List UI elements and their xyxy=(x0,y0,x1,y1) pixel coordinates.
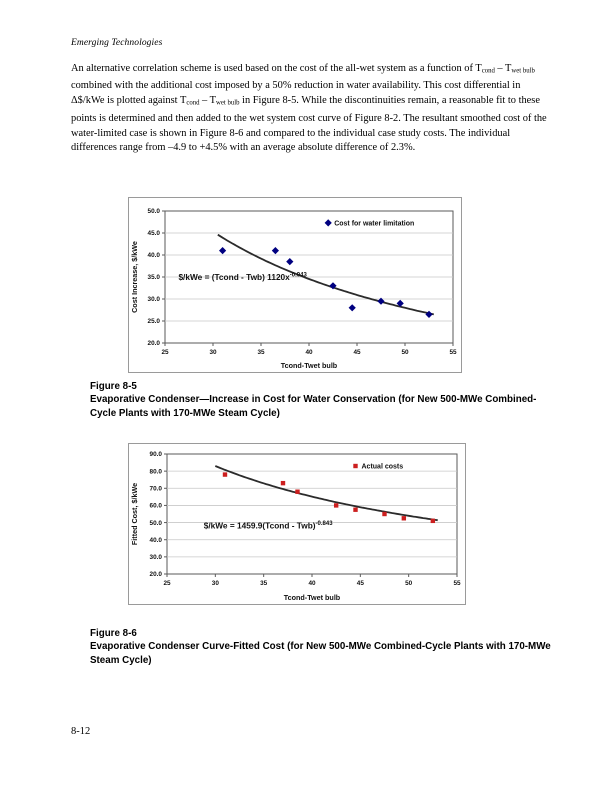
svg-text:Tcond-Twet bulb: Tcond-Twet bulb xyxy=(283,593,341,602)
svg-text:55: 55 xyxy=(449,349,457,356)
svg-text:40: 40 xyxy=(305,349,313,356)
svg-text:Cost for water limitation: Cost for water limitation xyxy=(334,220,415,228)
svg-text:25: 25 xyxy=(161,349,169,356)
figure-8-6-chart xyxy=(128,443,466,605)
running-header: Emerging Technologies xyxy=(71,38,163,48)
svg-text:80.0: 80.0 xyxy=(149,468,162,476)
svg-text:50: 50 xyxy=(401,349,409,356)
svg-text:25.0: 25.0 xyxy=(147,318,160,326)
figure-8-5-caption xyxy=(90,380,552,420)
svg-text:50.0: 50.0 xyxy=(149,519,162,527)
svg-text:40.0: 40.0 xyxy=(149,536,162,544)
svg-text:90.0: 90.0 xyxy=(149,451,162,459)
svg-text:30.0: 30.0 xyxy=(147,296,160,304)
figure-label: Figure 8-5 xyxy=(90,381,137,392)
svg-text:45: 45 xyxy=(356,580,364,587)
svg-text:35: 35 xyxy=(260,580,268,587)
svg-text:30: 30 xyxy=(209,349,217,356)
svg-text:$/kWe = (Tcond - Twb) 1120x-0.: $/kWe = (Tcond - Twb) $1120x^{-0.943}$ xyxy=(178,272,307,283)
svg-text:55: 55 xyxy=(453,580,461,587)
svg-text:Cost Increase, $/kWe: Cost Increase, $/kWe xyxy=(130,241,139,313)
svg-text:20.0: 20.0 xyxy=(149,571,162,579)
figure-8-5-chart xyxy=(128,197,462,373)
svg-text:50.0: 50.0 xyxy=(147,208,160,216)
svg-text:50: 50 xyxy=(405,580,413,587)
page-number: 8-12 xyxy=(71,726,91,737)
svg-text:70.0: 70.0 xyxy=(149,485,162,493)
figure-title: Evaporative Condenser Curve-Fitted Cost (for New 500-MWe Combined-Cycle Plants with 170-MWe Steam Cycle) xyxy=(90,641,551,666)
svg-text:Tcond-Twet bulb: Tcond-Twet bulb xyxy=(280,361,338,370)
svg-text:45.0: 45.0 xyxy=(147,230,160,238)
svg-text:20.0: 20.0 xyxy=(147,340,160,348)
figure-label: Figure 8-6 xyxy=(90,628,137,639)
figure-8-6-caption xyxy=(90,627,552,667)
body-paragraph: An alternative correlation scheme is used based on the cost of the all-wet system as a function of $T_{cond} - T_{wet bulb}$ combined with the additional cost imposed by a 50% reduction in water availability. This cost differential in Δ$/kWe is plotted against $T_{cond} - T_{wet bulb}$ in Figure 8-5. While the discontinuities remain, a reasonable fit to these points is determined and then added to the wet system cost curve of Figure 8-2. The resultant smoothed cost of the water-limited case is shown in Figure 8-6 and compared to the individual case study costs. The individual differences range from –4.9 to +4.5% with an average absolute difference of 2.3%. xyxy=(71,63,547,154)
svg-text:40.0: 40.0 xyxy=(147,252,160,260)
svg-text:30: 30 xyxy=(211,580,219,587)
svg-text:35: 35 xyxy=(257,349,265,356)
figure-title: Evaporative Condenser—Increase in Cost for Water Conservation (for New 500-MWe Combined-Cycle Plants with 170-MWe Steam Cycle) xyxy=(90,394,537,419)
svg-text:30.0: 30.0 xyxy=(149,554,162,562)
svg-text:$/kWe = 1459.9(Tcond - Twb)-0.: $/kWe = 1459.9(Tcond - Twb)$^{-0.843}$ xyxy=(203,520,333,531)
svg-text:45: 45 xyxy=(353,349,361,356)
svg-text:40: 40 xyxy=(308,580,316,587)
svg-text:60.0: 60.0 xyxy=(149,502,162,510)
svg-text:25: 25 xyxy=(163,580,171,587)
svg-text:35.0: 35.0 xyxy=(147,274,160,282)
svg-text:Fitted Cost, $/kWe: Fitted Cost, $/kWe xyxy=(130,482,139,546)
svg-text:Actual costs: Actual costs xyxy=(361,463,404,471)
